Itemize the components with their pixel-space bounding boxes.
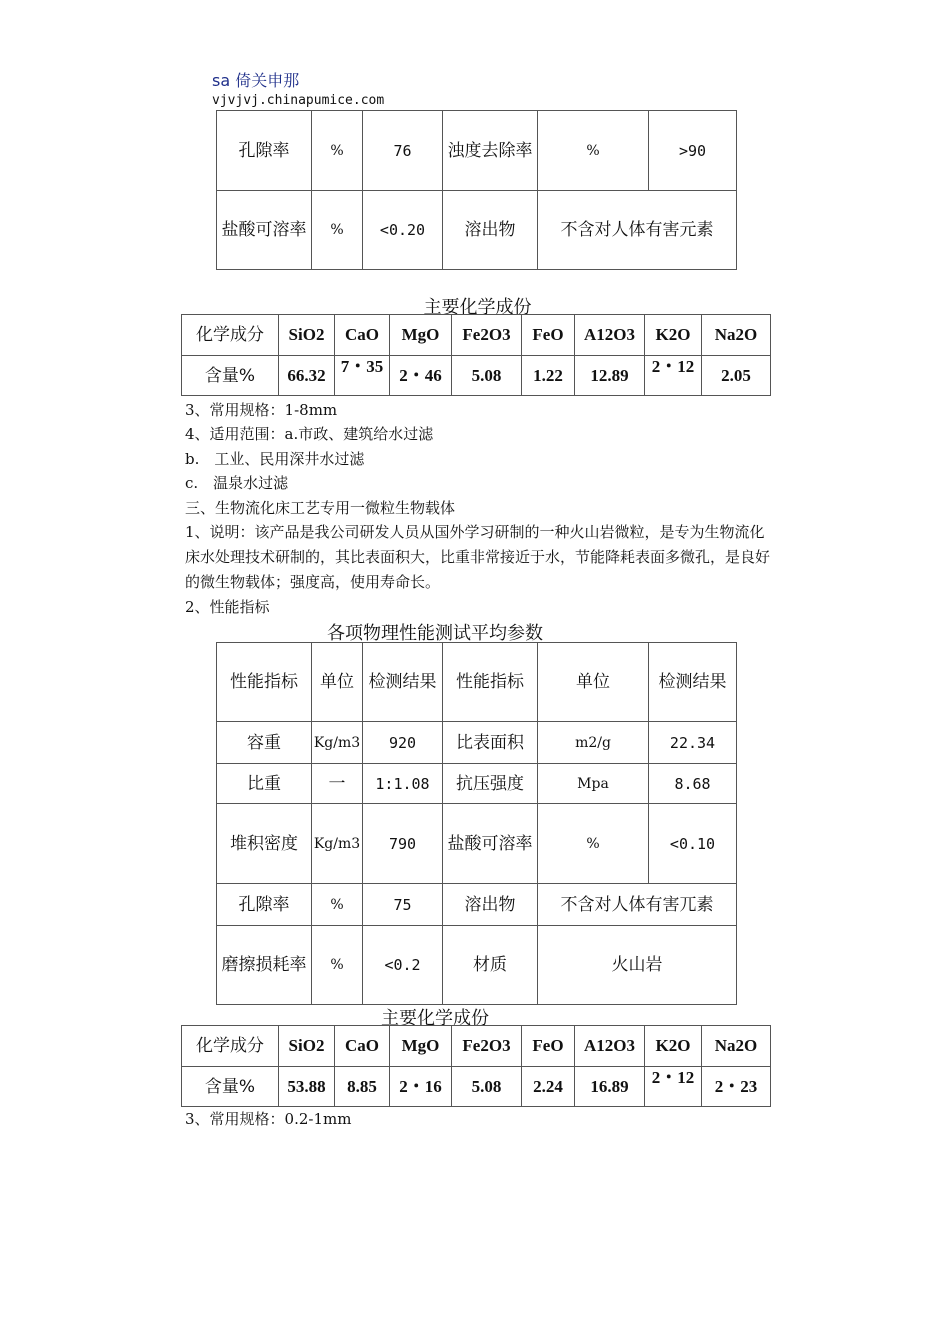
chem-caption-1: 主要化学成份 [423,297,532,318]
table-row [217,884,737,926]
chemical-table-1 [181,314,771,396]
table-cell: FeO [522,1026,575,1067]
table-cell: SiO2 [279,315,335,356]
table-cell: 2・12 [645,356,702,396]
table-cell: m2/g [538,722,649,764]
table-cell: 检测结果 [649,643,737,722]
scope-line: 4、适用范围：a.市政、建筑给水过滤 [185,425,434,443]
table-cell: MgO [390,315,452,356]
table-cell: 性能指标 [443,643,538,722]
table-cell: <0.20 [363,191,443,270]
table-cell: Fe2O3 [452,1026,522,1067]
table-cell: 含量% [182,356,279,396]
table-cell: 化学成分 [182,1026,279,1067]
table-cell: 孔隙率 [217,884,312,926]
table-cell: 一 [312,764,363,804]
table-cell: 单位 [538,643,649,722]
section-heading: 三、生物流化床工艺专用一微粒生物载体 [185,499,456,517]
table-cell: 浊度去除率 [443,111,538,191]
scope-line-b: b. 工业、民用深井水过滤 [185,450,365,468]
table-row [217,804,737,884]
table-cell: 磨擦损耗率 [217,926,312,1005]
table-row [182,1026,771,1067]
table-row [217,111,737,191]
table-cell: 1.22 [522,356,575,396]
description-paragraph: 1、说明：该产品是我公司研发人员从国外学习研制的一种火山岩微粒，是专为生物流化床水处理技术研制的，其比表面积大，比重非常接近于水，节能降耗表面多微孔，是良好的微生物载体；强度高，使用寿命长。 [185,523,771,591]
table-cell: CaO [335,315,390,356]
table-cell: FeO [522,315,575,356]
table-row [217,926,737,1005]
table-cell: A12O3 [575,1026,645,1067]
table-cell: 790 [363,804,443,884]
table-cell: 火山岩 [538,926,737,1005]
chem-caption-2: 主要化学成份 [381,1008,489,1029]
table-cell: 2・46 [390,356,452,396]
table-cell: 比表面积 [443,722,538,764]
table-cell: 单位 [312,643,363,722]
table-cell: 盐酸可溶率 [443,804,538,884]
table-cell: 溶出物 [443,191,538,270]
spec-line-2: 3、常用规格：0.2-1mm [185,1110,352,1128]
table-cell: >90 [649,111,737,191]
table-cell: Kg/m3 [312,804,363,884]
table-cell: Na2O [702,1026,771,1067]
table-cell: 2・23 [702,1067,771,1107]
table-cell: % [312,111,363,191]
table-cell: 12.89 [575,356,645,396]
table-cell: 1:1.08 [363,764,443,804]
table-cell: 8.68 [649,764,737,804]
table-cell: 16.89 [575,1067,645,1107]
table-cell: 比重 [217,764,312,804]
table-cell: 不含对人体有害兀素 [538,884,737,926]
table-cell: % [312,191,363,270]
table-cell: 5.08 [452,1067,522,1107]
company-title: sa 倚关申那 [212,71,300,90]
table-cell: Kg/m3 [312,722,363,764]
table2-caption: 各项物理性能测试平均参数 [327,623,543,644]
table-cell: 容重 [217,722,312,764]
table-row [182,315,771,356]
table-cell: 材质 [443,926,538,1005]
table-cell: Fe2O3 [452,315,522,356]
table-cell: 孔隙率 [217,111,312,191]
table-cell: Mpa [538,764,649,804]
table-cell: A12O3 [575,315,645,356]
table-cell: 2・16 [390,1067,452,1107]
chemical-table-2 [181,1025,771,1107]
table-cell: 53.88 [279,1067,335,1107]
table-cell: 920 [363,722,443,764]
table-cell: 含量% [182,1067,279,1107]
scope-line-c: c. 温泉水过滤 [185,474,289,492]
spec-line-1: 3、常用规格：1-8mm [185,401,338,419]
table-cell: 化学成分 [182,315,279,356]
table-cell: 性能指标 [217,643,312,722]
table-row [217,191,737,270]
table-cell: <0.2 [363,926,443,1005]
table-cell: 2.24 [522,1067,575,1107]
table-cell: K2O [645,1026,702,1067]
table-cell: 76 [363,111,443,191]
properties-table-1 [216,110,737,270]
table-cell: 66.32 [279,356,335,396]
table-cell: <0.10 [649,804,737,884]
company-url: vjvjvj.chinapumice.com [212,93,385,108]
table-cell: Na2O [702,315,771,356]
table-cell: 22.34 [649,722,737,764]
table-cell: 8.85 [335,1067,390,1107]
table-row [217,764,737,804]
perf-heading: 2、性能指标 [185,598,270,616]
table-cell: 盐酸可溶率 [217,191,312,270]
table-cell: % [538,111,649,191]
table-row [182,1067,771,1107]
table-cell: CaO [335,1026,390,1067]
table-cell: % [312,926,363,1005]
table-cell: 7・35 [335,356,390,396]
table-cell: 5.08 [452,356,522,396]
table-cell: 2.05 [702,356,771,396]
table-cell: 不含对人体有害元素 [538,191,737,270]
table-cell: MgO [390,1026,452,1067]
table-cell: 抗压强度 [443,764,538,804]
table-cell: % [538,804,649,884]
table-cell: 75 [363,884,443,926]
table-cell: SiO2 [279,1026,335,1067]
table-row [217,643,737,722]
table-cell: 堆积密度 [217,804,312,884]
properties-table-2 [216,642,737,1005]
table-row [217,722,737,764]
table-cell: % [312,884,363,926]
table-row [182,356,771,396]
table-cell: 检测结果 [363,643,443,722]
table-cell: K2O [645,315,702,356]
table-cell: 溶出物 [443,884,538,926]
table-cell: 2・12 [645,1067,702,1107]
